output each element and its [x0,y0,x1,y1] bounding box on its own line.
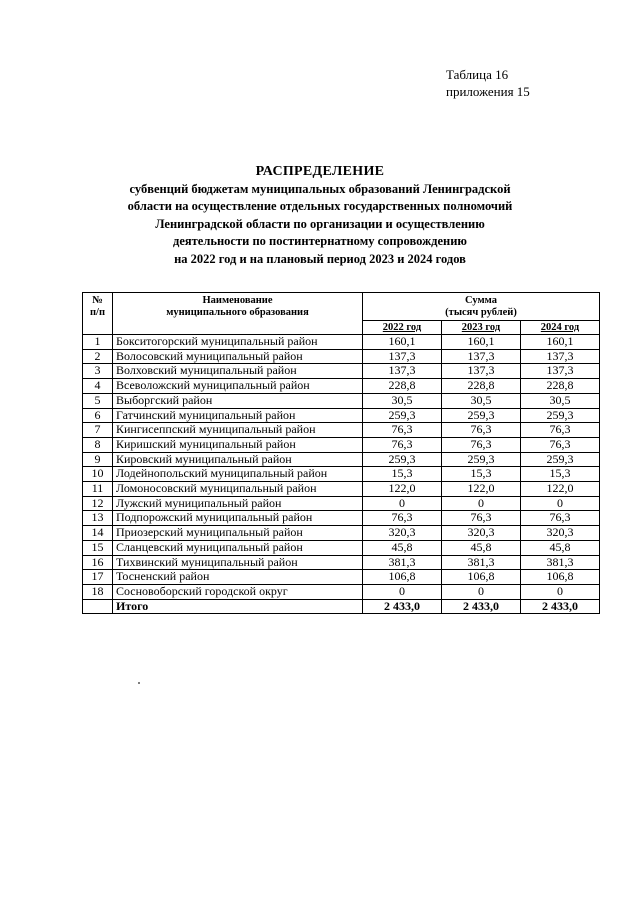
total-2023: 2 433,0 [442,599,521,614]
value-2023: 0 [442,584,521,599]
table-row [83,349,600,364]
municipality-name: Киришский муниципальный район [113,437,363,452]
municipality-name: Подпорожский муниципальный район [113,511,363,526]
table-row [83,526,600,541]
table-row [83,511,600,526]
row-number: 14 [83,526,113,541]
row-number: 10 [83,467,113,482]
scan-speck [138,682,140,684]
row-number: 6 [83,408,113,423]
value-2022: 228,8 [363,379,442,394]
column-header-year-2024: 2024 год [521,321,600,335]
value-2024: 381,3 [521,555,600,570]
column-header-year-2022: 2022 год [363,321,442,335]
value-2024: 122,0 [521,482,600,497]
column-header-number [83,293,113,335]
value-2022: 259,3 [363,452,442,467]
distribution-table [82,292,600,614]
row-number: 2 [83,349,113,364]
value-2023: 320,3 [442,526,521,541]
row-number: 9 [83,452,113,467]
table-row [83,467,600,482]
value-2023: 15,3 [442,467,521,482]
table-row [83,437,600,452]
value-2024: 30,5 [521,393,600,408]
value-2024: 76,3 [521,423,600,438]
row-number: 4 [83,379,113,394]
value-2022: 160,1 [363,335,442,350]
value-2023: 76,3 [442,423,521,438]
value-2022: 137,3 [363,364,442,379]
table-row [83,482,600,497]
value-2022: 0 [363,584,442,599]
municipality-name: Тосненский район [113,570,363,585]
header-sum-line2: (тысяч рублей) [445,307,517,318]
header-name-line2: муниципального образования [166,307,309,318]
municipality-name: Выборгский район [113,393,363,408]
value-2024: 259,3 [521,408,600,423]
title-heading: РАСПРЕДЕЛЕНИЕ [255,164,385,179]
row-number: 5 [83,393,113,408]
value-2022: 76,3 [363,423,442,438]
total-number-cell [83,599,113,614]
value-2022: 45,8 [363,540,442,555]
value-2024: 106,8 [521,570,600,585]
value-2022: 106,8 [363,570,442,585]
municipality-name: Приозерский муниципальный район [113,526,363,541]
row-number: 13 [83,511,113,526]
value-2022: 381,3 [363,555,442,570]
municipality-name: Волховский муниципальный район [113,364,363,379]
municipality-name: Всеволожский муниципальный район [113,379,363,394]
value-2023: 228,8 [442,379,521,394]
title-line: деятельности по постинтернатному сопровождению [173,234,467,249]
table-row [83,584,600,599]
table-header-row [83,293,600,321]
table-row [83,393,600,408]
municipality-name: Сосновоборский городской округ [113,584,363,599]
value-2024: 76,3 [521,511,600,526]
table-row [83,379,600,394]
municipality-name: Тихвинский муниципальный район [113,555,363,570]
municipality-name: Волосовский муниципальный район [113,349,363,364]
value-2023: 30,5 [442,393,521,408]
value-2024: 320,3 [521,526,600,541]
header-number-abbr: п/п [89,307,106,318]
title-line: Ленинградской области по организации и осуществлению [155,216,485,231]
row-number: 8 [83,437,113,452]
annex-appendix-number: приложения 15 [446,84,530,99]
value-2022: 0 [363,496,442,511]
value-2024: 160,1 [521,335,600,350]
row-number: 7 [83,423,113,438]
header-name-line1: Наименование [202,295,273,306]
municipality-name: Ломоносовский муниципальный район [113,482,363,497]
value-2023: 106,8 [442,570,521,585]
table-row [83,408,600,423]
table-row [83,540,600,555]
table-row [83,423,600,438]
row-number: 17 [83,570,113,585]
table-row [83,364,600,379]
column-header-municipality [113,293,363,335]
municipality-name: Лодейнопольский муниципальный район [113,467,363,482]
value-2022: 30,5 [363,393,442,408]
row-number: 11 [83,482,113,497]
value-2024: 0 [521,584,600,599]
value-2024: 228,8 [521,379,600,394]
value-2023: 0 [442,496,521,511]
title-line: области на осуществление отдельных государственных полномочий [127,199,513,214]
value-2023: 259,3 [442,452,521,467]
table-row [83,452,600,467]
column-header-sum [363,293,600,321]
value-2022: 76,3 [363,511,442,526]
value-2024: 259,3 [521,452,600,467]
row-number: 18 [83,584,113,599]
header-sum-line1: Сумма [465,295,497,306]
value-2023: 76,3 [442,437,521,452]
annex-table-number: Таблица 16 [446,67,509,82]
value-2023: 137,3 [442,364,521,379]
value-2022: 137,3 [363,349,442,364]
value-2023: 76,3 [442,511,521,526]
total-2022: 2 433,0 [363,599,442,614]
value-2023: 122,0 [442,482,521,497]
document-title [0,163,640,268]
table-total-row [83,599,600,614]
value-2023: 45,8 [442,540,521,555]
row-number: 1 [83,335,113,350]
value-2022: 76,3 [363,437,442,452]
row-number: 3 [83,364,113,379]
value-2024: 0 [521,496,600,511]
table-row [83,496,600,511]
value-2022: 122,0 [363,482,442,497]
table-row [83,570,600,585]
value-2024: 137,3 [521,364,600,379]
municipality-name: Бокситогорский муниципальный район [113,335,363,350]
value-2023: 259,3 [442,408,521,423]
value-2022: 259,3 [363,408,442,423]
title-line: субвенций бюджетам муниципальных образований Ленинградской [129,182,511,196]
title-line: на 2022 год и на плановый период 2023 и 2024 годов [174,251,466,266]
municipality-name: Сланцевский муниципальный район [113,540,363,555]
value-2023: 160,1 [442,335,521,350]
value-2022: 320,3 [363,526,442,541]
table-row [83,335,600,350]
municipality-name: Кировский муниципальный район [113,452,363,467]
total-label: Итого [113,599,363,614]
value-2023: 381,3 [442,555,521,570]
value-2024: 15,3 [521,467,600,482]
value-2024: 76,3 [521,437,600,452]
value-2024: 137,3 [521,349,600,364]
header-number-symbol: № [92,295,103,306]
table-body [83,335,600,600]
total-2024: 2 433,0 [521,599,600,614]
table-row [83,555,600,570]
value-2023: 137,3 [442,349,521,364]
row-number: 16 [83,555,113,570]
municipality-name: Кингисеппский муниципальный район [113,423,363,438]
municipality-name: Лужский муниципальный район [113,496,363,511]
municipality-name: Гатчинский муниципальный район [113,408,363,423]
table-annex-reference [446,66,530,100]
column-header-year-2023: 2023 год [442,321,521,335]
row-number: 12 [83,496,113,511]
row-number: 15 [83,540,113,555]
value-2022: 15,3 [363,467,442,482]
value-2024: 45,8 [521,540,600,555]
